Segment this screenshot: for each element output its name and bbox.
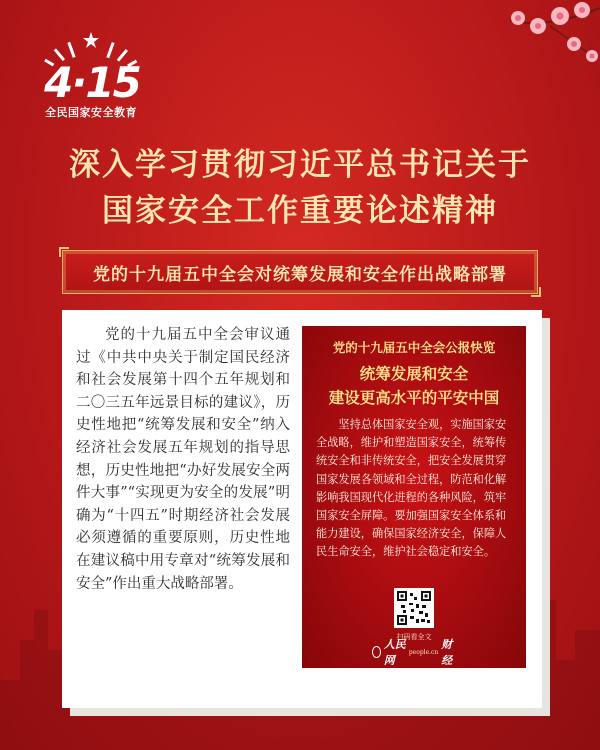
article-body xyxy=(76,324,290,595)
people-daily-brand xyxy=(372,638,456,667)
poster-paragraph: 坚持总体国家安全观，实施国家安全战略，维护和塑造国家安全，统筹传统安全和非传统安全，把安全发展贯穿国家发展各领域和全过程，防范和化解影响我国现代化进程的各种风险，筑牢国家安全屏障。要加强国家安全体系和能力建设，确保国家经济安全，保障人民生命安全，维护社会稳定和安全。 xyxy=(316,418,507,559)
qr-code-icon[interactable] xyxy=(394,588,434,628)
qr-caption: 扫码看全文 xyxy=(396,633,432,641)
subtitle-text: 党的十九届五中全会对统筹发展和安全作出战略部署 xyxy=(93,264,507,285)
article-paragraph: 党的十九届五中全会审议通过《中共中央关于制定国民经济和社会发展第十四个五年规划和二〇三五年远景目标的建议》，历史性地把“统筹发展和安全”纳入经济社会发展五年规划的指导思想，历史性地把“办好发展安全两件大事”“实现更为安全的发展”明确为“十四五”时期经济社会发展必须遵循的重要原则，历史性地在建议稿中用专章对“统筹发展和安全”作出重大战略部署。 xyxy=(76,327,290,592)
communique-poster xyxy=(302,326,526,668)
poster-headline-2: 建设更高水平的平安中国 xyxy=(328,388,500,407)
logo-caption: 全民国家安全教育 xyxy=(45,106,137,119)
banner-corner-decoration xyxy=(59,247,69,257)
brand-name: 人民网 xyxy=(383,638,406,667)
people-daily-logo-icon xyxy=(372,646,381,658)
poster-body xyxy=(316,416,514,562)
poster-headline-1: 统筹发展和安全 xyxy=(359,364,469,383)
poster-header: 党的十九届五中全会公报快览 xyxy=(332,340,496,355)
brand-domain: people.cn xyxy=(408,648,439,656)
brand-section: 财经 xyxy=(441,638,453,667)
national-security-day-logo xyxy=(36,30,146,119)
subtitle-banner xyxy=(62,250,538,294)
page-title xyxy=(0,142,600,234)
title-line-2: 国家安全工作重要论述精神 xyxy=(102,193,498,229)
logo-number: 4·15 xyxy=(44,58,140,107)
plum-blossom-icon xyxy=(490,0,600,70)
banner-corner-decoration xyxy=(531,287,541,297)
title-line-1: 深入学习贯彻习近平总书记关于 xyxy=(69,147,531,183)
